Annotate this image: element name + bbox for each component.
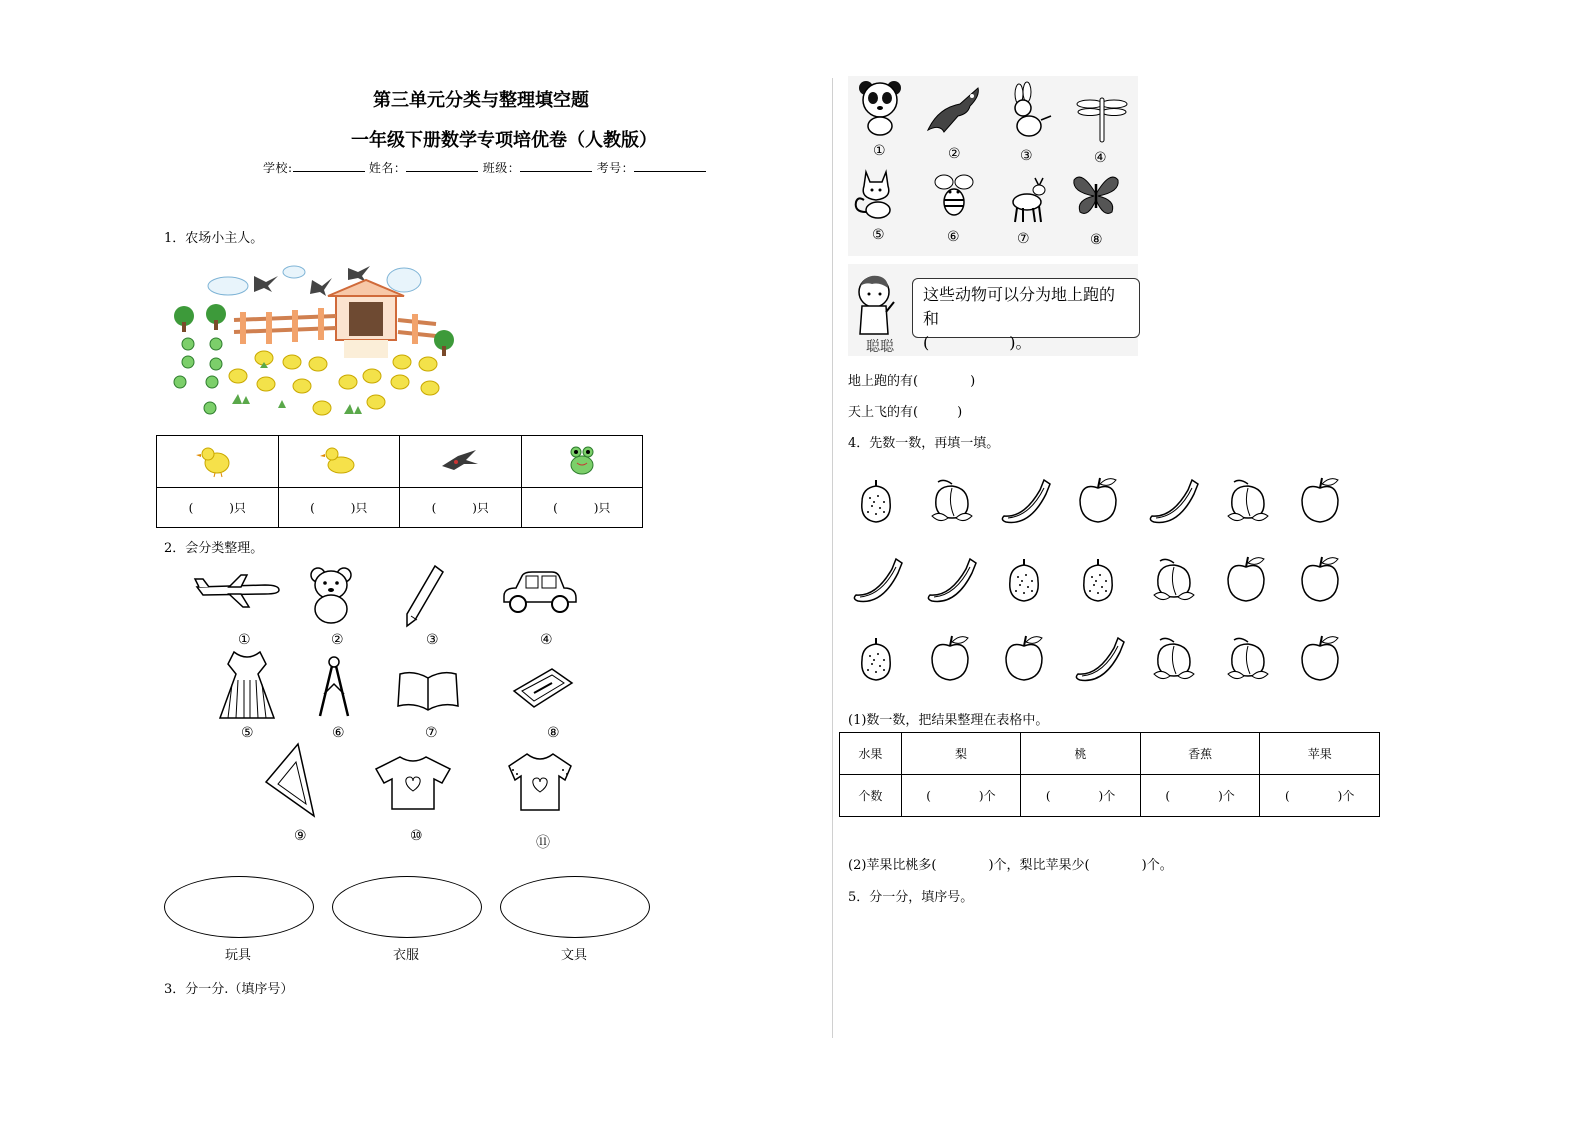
pear-icon — [852, 632, 904, 686]
chick-icon — [199, 443, 235, 477]
blouse-icon — [505, 752, 575, 812]
name-label: 姓名： — [368, 161, 407, 175]
item-number-1: ① — [238, 632, 251, 648]
deer-icon — [1005, 176, 1049, 224]
animal-number-2: ② — [948, 146, 961, 162]
apple-icon — [926, 632, 978, 686]
peach-icon — [1222, 474, 1274, 528]
question-5-label: 5．分一分，填序号。 — [848, 890, 974, 905]
name-input[interactable] — [406, 159, 478, 172]
frog-icon — [567, 443, 597, 477]
pear-icon — [1000, 553, 1052, 607]
item-number-9: ⑨ — [294, 828, 307, 844]
apple-icon — [1000, 632, 1052, 686]
toys-category-label: 玩具 — [225, 948, 252, 963]
frog-cell — [521, 436, 643, 488]
compass-icon — [316, 654, 352, 722]
bee-icon — [930, 172, 978, 218]
question-4-part-1-label: (1)数一数，把结果整理在表格中。 — [848, 713, 1049, 728]
animal-number-7: ⑦ — [1017, 231, 1030, 247]
item-number-5: ⑤ — [241, 725, 254, 741]
animal-number-1: ① — [873, 143, 886, 159]
stationery-category-circle[interactable] — [500, 876, 650, 938]
teddy-bear-icon — [306, 565, 356, 625]
animal-number-3: ③ — [1020, 148, 1033, 164]
dress-icon — [214, 650, 280, 720]
boy-cartoon-icon — [854, 272, 896, 336]
frog-count-answer[interactable]: ( )只 — [521, 488, 643, 528]
tshirt-icon — [374, 755, 452, 811]
table-header-fruit: 水果 — [840, 733, 902, 775]
chick-cell — [157, 436, 279, 488]
speech-line-1: 这些动物可以分为地上跑的和 — [923, 285, 1116, 328]
question-4-part-2[interactable]: (2)苹果比桃多( )个，梨比苹果少( )个。 — [848, 858, 1173, 873]
toy-car-icon — [500, 570, 578, 616]
page-divider — [832, 78, 833, 1038]
banana-icon — [926, 553, 978, 607]
chick-count-answer[interactable]: ( )只 — [157, 488, 279, 528]
item-number-10: ⑩ — [410, 828, 423, 844]
question-2-label: 2．会分类整理。 — [164, 541, 264, 556]
banana-icon — [1000, 474, 1052, 528]
pencil-case-icon — [510, 665, 576, 711]
animal-number-8: ⑧ — [1090, 232, 1103, 248]
peach-icon — [1148, 632, 1200, 686]
question-1-label: 1．农场小主人。 — [164, 231, 264, 246]
item-number-11: ⑪ — [536, 835, 550, 851]
question-3-label: 3．分一分.（填序号） — [164, 982, 294, 997]
peach-icon — [1222, 632, 1274, 686]
apple-count-answer[interactable]: ( )个 — [1260, 775, 1380, 817]
banana-icon — [852, 553, 904, 607]
table-header-apple: 苹果 — [1260, 733, 1380, 775]
speech-bubble — [912, 278, 1140, 352]
exam-number-label: 考号： — [596, 161, 635, 175]
animal-number-4: ④ — [1094, 150, 1107, 166]
student-info-fields — [263, 159, 706, 176]
fruit-count-table — [839, 732, 1380, 817]
duckling-cell — [278, 436, 400, 488]
item-number-8: ⑧ — [547, 725, 560, 741]
page-title: 第三单元分类与整理填空题 — [373, 90, 589, 111]
page-subtitle: 一年级下册数学专项培优卷（人教版） — [351, 130, 657, 151]
swallow-icon — [440, 448, 480, 472]
swallow-cell — [400, 436, 522, 488]
question-4-label: 4．先数一数，再填一填。 — [848, 436, 1000, 451]
banana-icon — [1074, 632, 1126, 686]
toys-category-circle[interactable] — [164, 876, 314, 938]
peach-icon — [926, 474, 978, 528]
school-input[interactable] — [293, 159, 365, 172]
school-label: 学校: — [263, 161, 293, 175]
pear-icon — [852, 474, 904, 528]
banana-count-answer[interactable]: ( )个 — [1140, 775, 1260, 817]
question-1-answer-table — [156, 435, 643, 528]
table-header-pear: 梨 — [901, 733, 1021, 775]
apple-icon — [1222, 553, 1274, 607]
rabbit-icon — [1005, 84, 1053, 140]
peach-count-answer[interactable]: ( )个 — [1021, 775, 1141, 817]
pear-icon — [1074, 553, 1126, 607]
panda-icon — [858, 80, 902, 136]
animal-number-5: ⑤ — [872, 227, 885, 243]
class-label: 班级： — [482, 161, 521, 175]
item-number-3: ③ — [426, 632, 439, 648]
animal-number-6: ⑥ — [947, 229, 960, 245]
item-number-7: ⑦ — [425, 725, 438, 741]
stationery-category-label: 文具 — [561, 948, 588, 963]
peach-icon — [1148, 553, 1200, 607]
set-square-icon — [262, 742, 318, 820]
cat-icon — [852, 168, 898, 220]
apple-icon — [1296, 474, 1348, 528]
pear-count-answer[interactable]: ( )个 — [901, 775, 1021, 817]
item-number-2: ② — [331, 632, 344, 648]
airplane-icon — [195, 575, 281, 607]
clothes-category-label: 衣服 — [393, 948, 420, 963]
swallow-icon — [924, 84, 984, 136]
apple-icon — [1074, 474, 1126, 528]
banana-icon — [1148, 474, 1200, 528]
table-header-peach: 桃 — [1021, 733, 1141, 775]
pencil-icon — [403, 564, 445, 628]
item-number-4: ④ — [540, 632, 553, 648]
farm-scene-illustration — [166, 258, 466, 428]
clothes-category-circle[interactable] — [332, 876, 482, 938]
ground-animals-answer[interactable]: 地上跑的有( ) — [848, 374, 976, 389]
duckling-count-answer[interactable]: ( )只 — [278, 488, 400, 528]
swallow-count-answer[interactable]: ( )只 — [400, 488, 522, 528]
apple-icon — [1296, 632, 1348, 686]
dragonfly-icon — [1074, 96, 1130, 144]
book-icon — [396, 670, 460, 712]
class-input[interactable] — [520, 159, 592, 172]
butterfly-icon — [1072, 174, 1120, 218]
duckling-icon — [321, 445, 357, 475]
sky-animals-answer[interactable]: 天上飞的有( ) — [848, 405, 963, 420]
apple-icon — [1296, 553, 1348, 607]
table-header-banana: 香蕉 — [1140, 733, 1260, 775]
speech-line-2[interactable]: ( )。 — [923, 333, 1032, 352]
exam-number-input[interactable] — [634, 159, 706, 172]
item-number-6: ⑥ — [332, 725, 345, 741]
speaker-name: 聪聪 — [866, 339, 894, 355]
table-row-label-count: 个数 — [840, 775, 902, 817]
